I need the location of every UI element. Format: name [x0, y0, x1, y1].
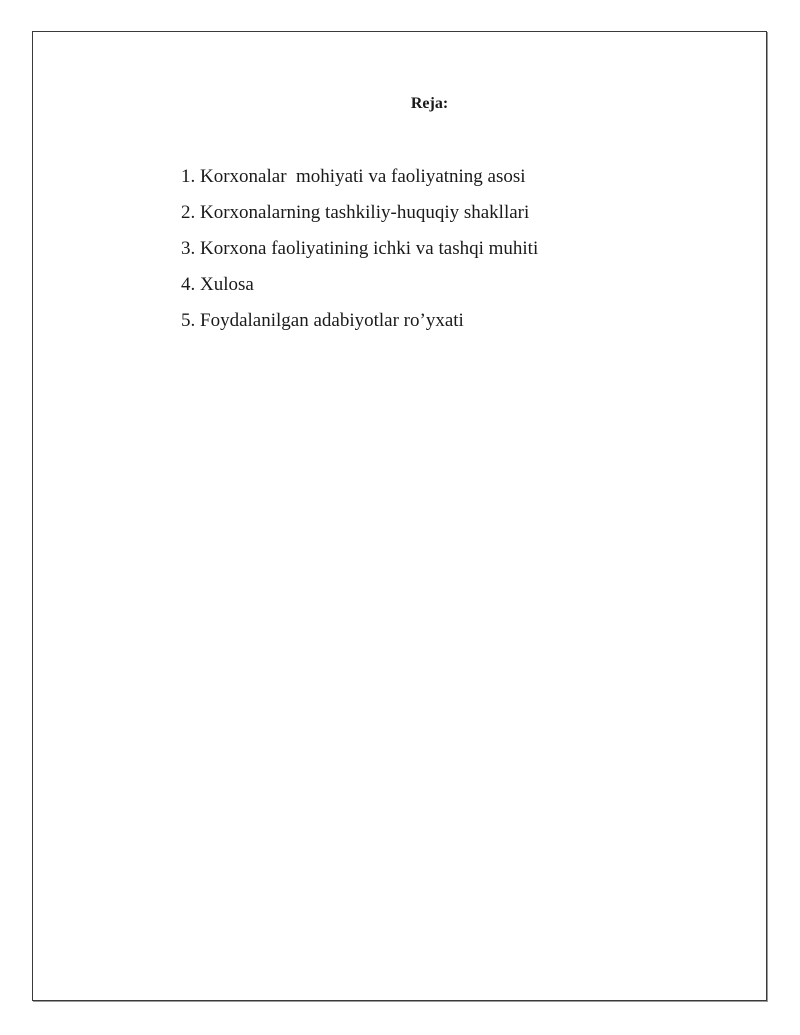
plan-item-3: 3. Korxona faoliyatining ichki va tashqi muhiti	[181, 238, 539, 259]
plan-list	[181, 159, 538, 339]
plan-item-5: 5. Foydalanilgan adabiyotlar ro’yxati	[181, 310, 464, 331]
plan-item-1: 1. Korxonalar mohiyati va faoliyatning asosi	[181, 166, 526, 187]
plan-item-2: 2. Korxonalarning tashkiliy-huquqiy shakllari	[181, 202, 530, 223]
page-title: Reja:	[410, 95, 449, 112]
page-frame	[32, 31, 767, 1001]
plan-item-4: 4. Xulosa	[181, 274, 254, 295]
